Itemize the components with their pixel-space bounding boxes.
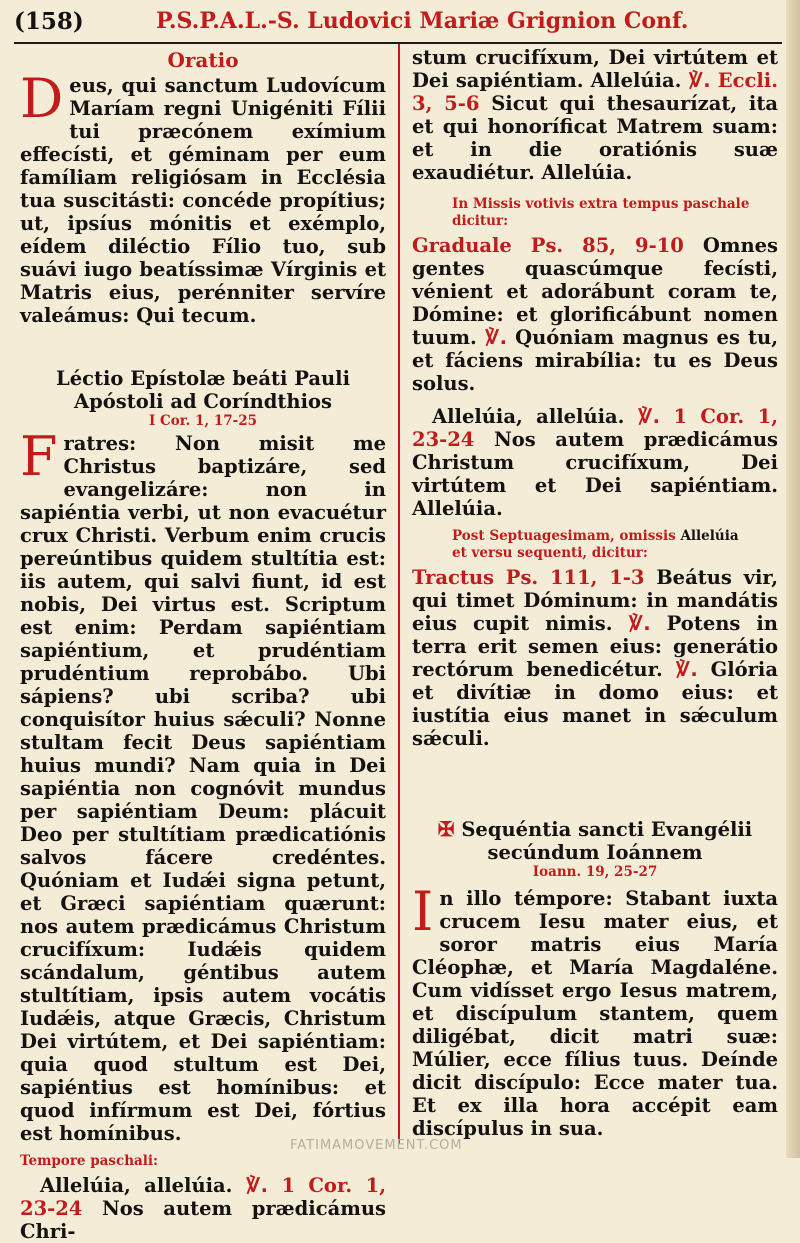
tract-rubric-black: Allelúia <box>680 528 739 544</box>
paschal-reference: 1 Cor. 1, 23-24 <box>20 1174 386 1220</box>
gospel-text <box>412 880 778 1140</box>
oratio-body: eus, qui sanctum Ludovícum Maríam regni Unigéniti Fílii tui præcónem exímium effecísti, et géminam per eum famíliam religiósam in Ecclésia tua suscitásti: concéde propítius; ut, ipsíus mónitis et exémplo, eídem diléctio Fílio tuo, sub suávi iugo beatíssimæ Vírginis et Matris eius, perénniter servíre valeámus: Qui tecum. <box>20 74 386 327</box>
paschal-alleluia-text: Allelúia, allelúia. <box>40 1174 233 1197</box>
epistle-title-2: Apóstoli ad Coríndthios <box>73 390 333 413</box>
gradual-rubric: In Missis votivis extra tempus paschale dicitur: <box>452 196 750 229</box>
page-edge <box>786 0 800 1158</box>
versicle-icon: ℣. <box>628 612 651 635</box>
left-column <box>20 46 386 1243</box>
watermark: FATIMAMOVEMENT.COM <box>290 1138 463 1153</box>
gradual-body: Omnes gentes quascúmque fecísti, vénient et adorábunt coram te, Dómine: et glorificábunt nomen tuum. <box>412 234 779 349</box>
page-header <box>0 0 786 46</box>
gradual-alleluia <box>412 405 778 520</box>
versicle-icon: ℣. <box>675 658 698 681</box>
gradual-alleluia-text: Allelúia, allelúia. <box>432 405 625 428</box>
tract-rubric <box>412 528 778 562</box>
oratio-title: Oratio <box>167 48 239 72</box>
versicle-icon: ℣. <box>484 326 508 349</box>
cross-icon: ✠ <box>437 817 455 841</box>
epistle-dropcap: F <box>20 425 58 488</box>
paschal-text2: Sicut qui thesaurízat, ita et qui honoríficat Matrem suam: et in die oratiónis suæ exaudiétur. Allelúia. <box>412 92 778 184</box>
paschal-rubric: Tempore paschali: <box>20 1153 159 1169</box>
gradual-alleluia-ref: 1 Cor. 1, 23-24 <box>412 405 778 451</box>
tract-text <box>412 566 778 750</box>
tract-rubric-red2: et versu sequenti, dicitur: <box>452 545 648 561</box>
gospel-dropcap: I <box>412 880 434 943</box>
epistle-body: ratres: Non misit me Christus baptizáre, sed evangelizáre: non in sapiéntia verbi, ut non evacuétur crux Christi. Verbum enim crucis pereúntibus quidem stultítia est: iis autem, qui salvi fiunt, id est nobis, Dei virtus est. Scriptum est enim: Perdam sapiéntiam sapiéntium, et prudéntiam prudéntium reprobábo. Ubi sápiens? ubi scriba? ubi conquisítor huius sǽculi? Nonne stultam fecit Deus sapiéntiam huius mundi? Nam quia in Dei sapiéntia non cognóvit mundus per sapiéntiam Deum: plácuit Deo per stultítiam prædicatiónis salvos fácere credéntes. Quóniam et Iudǽi signa petunt, et Græci sapiéntiam quærunt: nos autem prædicámus Christum crucifíxum: Iudǽis quidem scándalum, géntibus autem stultítiam, ipsis autem vocátis Iudǽis, atque Græcis, Christum Dei virtútem, et Dei sapiéntiam: quia quod stultum est Dei, sapiéntius est homínibus: et quod infírmum est Dei, fórtius est homínibus. <box>20 432 386 1145</box>
versicle-icon: ℣. <box>245 1174 269 1197</box>
gospel-title-2: secúndum Ioánnem <box>487 841 703 864</box>
tract-rubric-red1: Post Septuagesimam, omissis <box>452 528 676 544</box>
gospel-reference: Ioann. 19, 25-27 <box>532 864 658 880</box>
paschal-text-right: stum crucifíxum, Dei virtútem et Dei sapiéntiam. Allelúia. <box>412 46 778 92</box>
gospel-body: n illo témpore: Stabant iuxta crucem Iesu mater eius, et soror matris eius María Cléophæ, et María Magdaléne. Cum vidísset ergo Iesus matrem, et discípulum stantem, quem diligébat, dicit matri suæ: Múlier, ecce fílius tuus. Deínde dicit discípulo: Ecce mater tua. Et ex illa hora accépit eam discípulus in sua. <box>412 887 778 1140</box>
paschal-ref2: Eccli. 3, 5-6 <box>412 69 778 115</box>
gradual-versicle-text: Quóniam magnus es tu, et fáciens mirabília: tu es Deus solus. <box>412 326 778 395</box>
tract-text-3: Glória et divítiæ in domo eius: et iustítia eius manet in sǽculum sǽculi. <box>412 658 778 750</box>
gospel-title-text: Sequéntia sancti Evangélii <box>461 818 753 841</box>
paschal-alleluia <box>20 1174 386 1243</box>
paschal-continued <box>412 46 778 184</box>
tract-text-1: Beátus vir, qui timet Dóminum: in mandátis eius cupit nimis. <box>412 566 779 635</box>
page-number: (158) <box>14 8 84 35</box>
running-title: P.S.P.A.L.-S. Ludovici Mariæ Grignion Conf. <box>156 8 689 34</box>
gradual-alleluia-body: Nos autem prædicámus Christum crucifíxum, Dei virtútem et Dei sapiéntiam. Allelúia. <box>412 428 778 520</box>
gradual-text <box>412 234 778 395</box>
column-divider <box>398 44 400 1144</box>
epistle-reference: I Cor. 1, 17-25 <box>148 413 257 429</box>
versicle-icon: ℣. <box>688 69 711 92</box>
gospel-title-1 <box>412 818 778 841</box>
versicle-icon: ℣. <box>637 405 661 428</box>
oratio-dropcap: D <box>20 67 64 130</box>
right-column <box>412 46 778 1140</box>
epistle-text <box>20 425 386 1145</box>
tract-text-2: Potens in terra erit semen eius: generátio rectórum benedicétur. <box>412 612 778 681</box>
gradual-title: Graduale Ps. 85, 9-10 <box>412 234 684 257</box>
paschal-text-left: Nos autem prædicámus Chri- <box>20 1197 386 1243</box>
oratio-text <box>20 67 386 327</box>
epistle-title-1: Léctio Epístolæ beáti Pauli <box>56 367 350 390</box>
tract-title: Tractus Ps. 111, 1-3 <box>412 566 645 589</box>
